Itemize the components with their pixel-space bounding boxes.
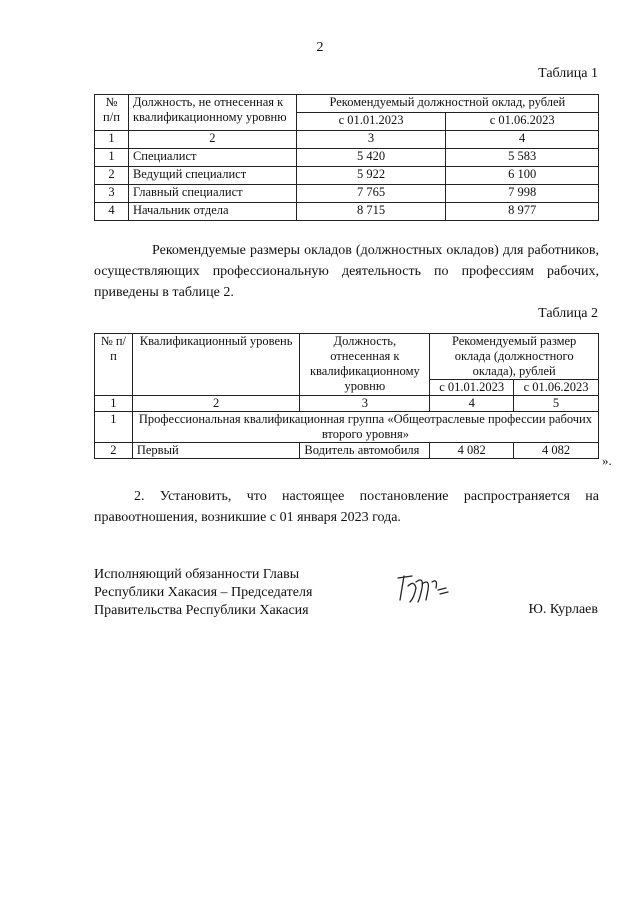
t1-value-2: 8 977 xyxy=(446,203,599,221)
table-row xyxy=(95,443,599,459)
signatory-title-line: Правительства Республики Хакасия xyxy=(94,603,309,618)
t2-colnum: 2 xyxy=(132,396,300,412)
t1-colnum: 2 xyxy=(128,131,296,149)
t1-value-1: 5 420 xyxy=(296,149,446,167)
salary-table-1 xyxy=(94,94,599,221)
table-row xyxy=(95,167,599,185)
t2-colnum: 3 xyxy=(300,396,430,412)
t1-num: 4 xyxy=(95,203,129,221)
t2-colnum: 1 xyxy=(95,396,133,412)
t1-header-num: № п/п xyxy=(95,95,129,131)
t2-header-date1: с 01.01.2023 xyxy=(430,380,514,396)
t2-value-1: 4 082 xyxy=(430,443,514,459)
table2-caption: Таблица 2 xyxy=(538,306,598,321)
t1-value-2: 6 100 xyxy=(446,167,599,185)
t2-header-num: № п/п xyxy=(95,334,133,396)
t1-position: Специалист xyxy=(128,149,296,167)
salary-table-2 xyxy=(94,333,599,459)
t1-header-salary: Рекомендуемый должностной оклад, рублей xyxy=(296,95,598,113)
t1-value-2: 7 998 xyxy=(446,185,599,203)
table-row xyxy=(95,149,599,167)
t2-position: Водитель автомобиля xyxy=(300,443,430,459)
paragraph-table2-intro: Рекомендуемые размеры окладов (должностных окладов) для работников, осуществляющих профессиональную деятельность по профессиям рабочих, приведены в таблице 2. xyxy=(94,243,599,300)
signatory-title-line: Исполняющий обязанности Главы xyxy=(94,567,300,582)
t1-position: Начальник отдела xyxy=(128,203,296,221)
t1-value-1: 8 715 xyxy=(296,203,446,221)
t2-header-salary: Рекомендуемый размер оклада (должностного оклада), рублей xyxy=(430,334,599,380)
t1-num: 2 xyxy=(95,167,129,185)
t2-level: Первый xyxy=(132,443,300,459)
t1-header-position: Должность, не отнесенная к квалификационному уровню xyxy=(128,95,296,131)
signatory-title-line: Республики Хакасия – Председателя xyxy=(94,585,313,600)
t1-header-date1: с 01.01.2023 xyxy=(296,113,446,131)
t2-header-date2: с 01.06.2023 xyxy=(514,380,599,396)
t2-group-title: Профессиональная квалификационная группа «Общеотраслевые профессии рабочих второго уровня» xyxy=(132,412,598,443)
table-row xyxy=(95,185,599,203)
t1-colnum: 1 xyxy=(95,131,129,149)
t1-header-date2: с 01.06.2023 xyxy=(446,113,599,131)
t2-colnum: 4 xyxy=(430,396,514,412)
closing-quote-mark: ». xyxy=(602,453,612,468)
t1-value-1: 5 922 xyxy=(296,167,446,185)
t2-value-2: 4 082 xyxy=(514,443,599,459)
table-row xyxy=(95,412,599,443)
t1-num: 3 xyxy=(95,185,129,203)
t2-group-num: 1 xyxy=(95,412,133,443)
paragraph-point-2: 2. Установить, что настоящее постановление распространяется на правоотношения, возникшие с 01 января 2023 года. xyxy=(94,489,599,525)
signatory-name: Ю. Курлаев xyxy=(528,602,598,617)
handwritten-signature-icon xyxy=(394,572,454,606)
t2-colnum: 5 xyxy=(514,396,599,412)
t1-value-1: 7 765 xyxy=(296,185,446,203)
t1-position: Главный специалист xyxy=(128,185,296,203)
page-number: 2 xyxy=(316,40,324,55)
t1-colnum: 3 xyxy=(296,131,446,149)
t2-num: 2 xyxy=(95,443,133,459)
t1-num: 1 xyxy=(95,149,129,167)
t1-position: Ведущий специалист xyxy=(128,167,296,185)
t1-value-2: 5 583 xyxy=(446,149,599,167)
table1-caption: Таблица 1 xyxy=(538,66,598,81)
signatory-title xyxy=(94,566,312,620)
t2-header-position: Должность, отнесенная к квалификационному уровню xyxy=(300,334,430,396)
t2-header-level: Квалификационный уровень xyxy=(132,334,300,396)
table-row xyxy=(95,203,599,221)
t1-colnum: 4 xyxy=(446,131,599,149)
